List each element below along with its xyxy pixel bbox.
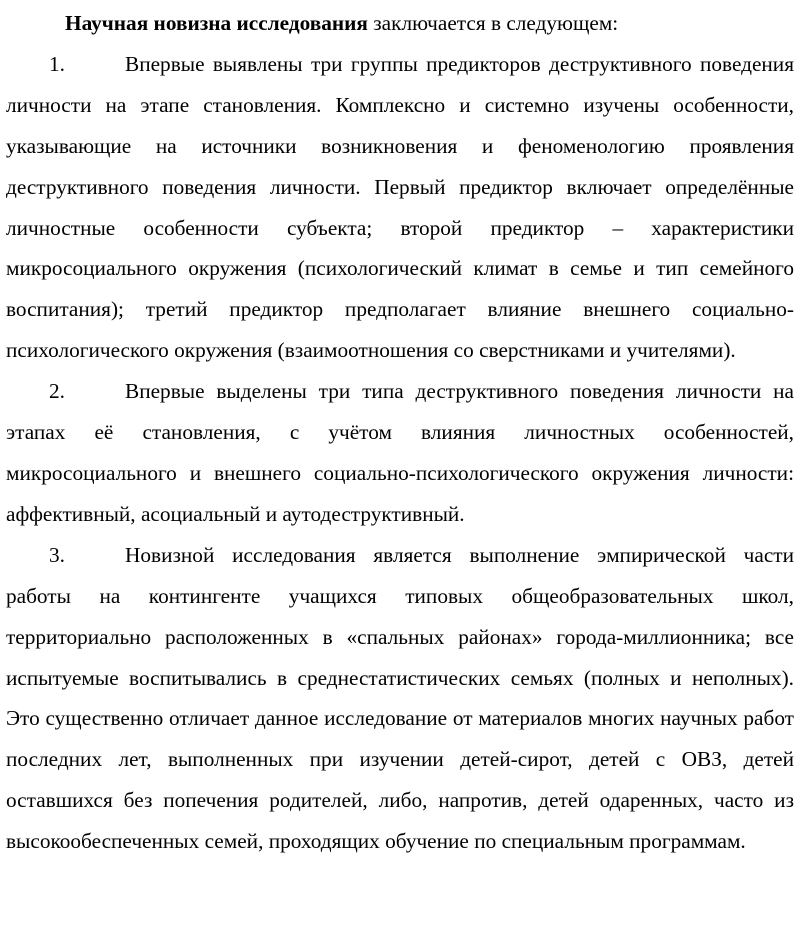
item-text: Впервые выявлены три группы предикторов деструктивного поведения личности на этапе становления. Комплексно и системно изучены особенности, указывающие на источники возникновения и феноменологию проявления деструктивного поведения личности. Первый предиктор включает определённые личностные особенности субъекта; второй предиктор – характеристики микросоциального окружения (психологический климат в семье и тип семейного воспитания); третий предиктор предполагает влияние внешнего социально-психологического окружения (взаимоотношения со сверстниками и учителями). [6,51,794,363]
document-body [6,3,794,862]
item-text: Впервые выделены три типа деструктивного поведения личности на этапах её становления, с учётом влияния личностных особенностей, микросоциального и внешнего социально-психологического окружения личности: аффективный, асоциальный и аутодеструктивный. [6,379,794,526]
novelty-heading: Научная новизна исследования [65,11,368,35]
novelty-item-2 [6,371,794,535]
novelty-item-1 [6,44,794,371]
item-text: Новизной исследования является выполнение эмпирической части работы на контингенте учащихся типовых общеобразовательных школ, территориально расположенных в «спальных районах» города-миллионника; все испытуемые воспитывались в среднестатистических семьях (полных и неполных). Это существенно отличает данное исследование от материалов многих научных работ последних лет, выполненных при изучении детей-сирот, детей с ОВЗ, детей оставшихся без попечения родителей, либо, напротив, детей одаренных, часто из высокообеспеченных семей, проходящих обучение по специальным программам. [6,542,794,854]
novelty-item-3 [6,535,794,862]
novelty-intro-paragraph [6,3,794,44]
novelty-intro-text: заключается в следующем: [367,11,619,35]
item-number: 3. [49,542,65,567]
item-number: 2. [49,379,65,404]
item-number: 1. [49,51,65,76]
